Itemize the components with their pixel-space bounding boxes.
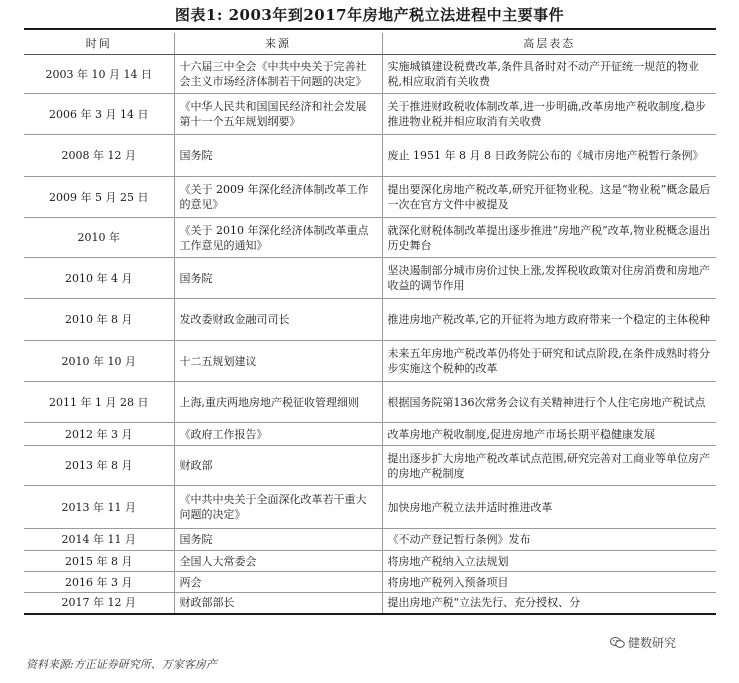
cell-time: 2010 年 10 月 — [24, 341, 174, 382]
cell-source: 国务院 — [174, 135, 382, 177]
cell-time: 2010 年 8 月 — [24, 299, 174, 341]
table-row — [24, 529, 716, 551]
cell-source: 两会 — [174, 572, 382, 593]
table-row — [24, 593, 716, 614]
cell-statement: 提出房地产税“立法先行、充分授权、分 — [382, 593, 716, 614]
cell-statement: 将房地产税列入预备项目 — [382, 572, 716, 593]
table-row — [24, 382, 716, 423]
cell-source: 十六届三中全会《中共中央关于完善社会主义市场经济体制若干问题的决定》 — [174, 55, 382, 94]
cell-source: 国务院 — [174, 529, 382, 551]
cell-statement: 推进房地产税改革,它的开征将为地方政府带来一个稳定的主体税种 — [382, 299, 716, 341]
cell-time: 2010 年 — [24, 218, 174, 258]
cell-time: 2014 年 11 月 — [24, 529, 174, 551]
title-rule — [24, 28, 716, 30]
cell-source: 财政部 — [174, 446, 382, 486]
cell-statement: 将房地产税纳入立法规划 — [382, 551, 716, 572]
cell-time: 2003 年 10 月 14 日 — [24, 55, 174, 94]
source-note: 资料来源:方正证券研究所、万家客房产 — [26, 658, 217, 671]
cell-source: 《政府工作报告》 — [174, 423, 382, 446]
table-row — [24, 423, 716, 446]
table-row — [24, 135, 716, 177]
table-row — [24, 551, 716, 572]
cell-source: 发改委财政金融司司长 — [174, 299, 382, 341]
table-row — [24, 299, 716, 341]
cell-time: 2013 年 8 月 — [24, 446, 174, 486]
watermark — [606, 632, 680, 652]
cell-time: 2012 年 3 月 — [24, 423, 174, 446]
table-header-row — [24, 33, 716, 55]
cell-time: 2017 年 12 月 — [24, 593, 174, 614]
cell-source: 《中共中央关于全面深化改革若干重大问题的决定》 — [174, 486, 382, 529]
cell-statement: 就深化财税体制改革提出逐步推进“房地产税”改革,物业税概念退出历史舞台 — [382, 218, 716, 258]
cell-time: 2006 年 3 月 14 日 — [24, 94, 174, 135]
cell-time: 2015 年 8 月 — [24, 551, 174, 572]
cell-statement: 关于推进财政税收体制改革,进一步明确,改革房地产税收制度,稳步推进物业税并相应取消有关收费 — [382, 94, 716, 135]
events-table — [24, 33, 716, 615]
cell-source: 十二五规划建议 — [174, 341, 382, 382]
table-row — [24, 572, 716, 593]
header-source: 来源 — [174, 33, 382, 55]
cell-statement: 《不动产登记暂行条例》发布 — [382, 529, 716, 551]
cell-source: 《关于 2010 年深化经济体制改革重点工作意见的通知》 — [174, 218, 382, 258]
cell-statement: 改革房地产税收制度,促进房地产市场长期平稳健康发展 — [382, 423, 716, 446]
cell-source: 《关于 2009 年深化经济体制改革工作的意见》 — [174, 177, 382, 218]
figure-title: 图表1: 2003年到2017年房地产税立法进程中主要事件 — [174, 6, 565, 24]
table-row — [24, 218, 716, 258]
cell-source: 上海,重庆两地房地产税征收管理细则 — [174, 382, 382, 423]
cell-statement: 提出逐步扩大房地产税改革试点范围,研究完善对工商业等单位房产的房地产税制度 — [382, 446, 716, 486]
cell-source: 国务院 — [174, 258, 382, 299]
cell-time: 2011 年 1 月 28 日 — [24, 382, 174, 423]
cell-source: 《中华人民共和国国民经济和社会发展第十一个五年规划纲要》 — [174, 94, 382, 135]
table-row — [24, 258, 716, 299]
cell-time: 2013 年 11 月 — [24, 486, 174, 529]
table-row — [24, 341, 716, 382]
header-time: 时间 — [24, 33, 174, 55]
cell-time: 2009 年 5 月 25 日 — [24, 177, 174, 218]
table-row — [24, 446, 716, 486]
cell-source: 全国人大常委会 — [174, 551, 382, 572]
cell-statement: 实施城镇建设税费改革,条件具备时对不动产开征统一规范的物业税,相应取消有关收费 — [382, 55, 716, 94]
cell-statement: 根据国务院第136次常务会议有关精神进行个人住宅房地产税试点 — [382, 382, 716, 423]
cell-statement: 坚决遏制部分城市房价过快上涨,发挥税收政策对住房消费和房地产收益的调节作用 — [382, 258, 716, 299]
wechat-icon — [610, 637, 625, 648]
watermark-text: 健数研究 — [628, 635, 677, 650]
table-row — [24, 486, 716, 529]
header-statement: 高层表态 — [382, 33, 716, 55]
table-row — [24, 94, 716, 135]
cell-statement: 加快房地产税立法并适时推进改革 — [382, 486, 716, 529]
table-row — [24, 55, 716, 94]
cell-time: 2016 年 3 月 — [24, 572, 174, 593]
cell-statement: 提出要深化房地产税改革,研究开征物业税。这是“物业税”概念最后一次在官方文件中被提及 — [382, 177, 716, 218]
cell-statement: 未来五年房地产税改革仍将处于研究和试点阶段,在条件成熟时将分步实施这个税种的改革 — [382, 341, 716, 382]
cell-source: 财政部部长 — [174, 593, 382, 614]
table-row — [24, 177, 716, 218]
cell-statement: 废止 1951 年 8 月 8 日政务院公布的《城市房地产税暂行条例》 — [382, 135, 716, 177]
cell-time: 2008 年 12 月 — [24, 135, 174, 177]
cell-time: 2010 年 4 月 — [24, 258, 174, 299]
